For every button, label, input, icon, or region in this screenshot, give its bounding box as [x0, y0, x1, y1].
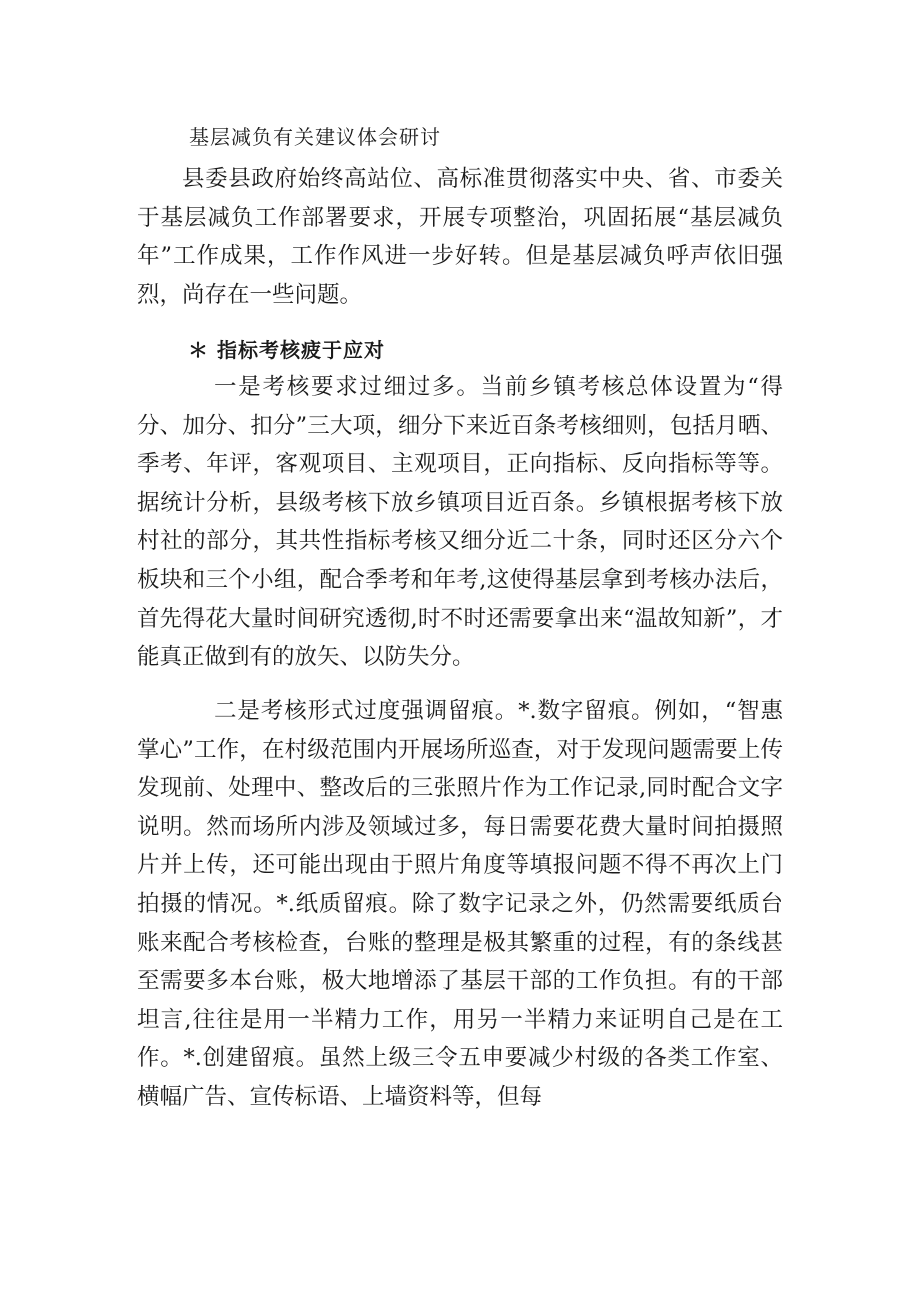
document-title: 基层减负有关建议体会研讨 — [189, 125, 441, 149]
intro-paragraph: 县委县政府始终高站位、高标准贯彻落实中央、省、市委关于基层减负工作部署要求，开展专项整治，巩固拓展“基层减负年”工作成果，工作作风进一步好转。但是基层减负呼声依旧强烈，尚存在一些问题。 — [137, 166, 783, 308]
section-heading: ＊ 指标考核疲于应对 — [188, 338, 385, 362]
paragraph-assessment-traces: 二是考核形式过度强调留痕。*.数字留痕。例如，“智惠掌心”工作，在村级范围内开展场所巡查，对于发现问题需要上传发现前、处理中、整改后的三张照片作为工作记录,同时配合文字说明。然而场所内涉及领域过多，每日需要花费大量时间拍摄照片并上传，还可能出现由于照片角度等填报问题不得不再次上门拍摄的情况。*.纸质留痕。除了数字记录之外，仍然需要纸质台账来配合考核检查，台账的整理是极其繁重的过程，有的条线甚至需要多本台账，极大地增添了基层干部的工作负担。有的干部坦言,往往是用一半精力工作，用另一半精力来证明自己是在工作。*.创建留痕。虽然上级三令五申要减少村级的各类工作室、横幅广告、宣传标语、上墙资料等，但每 — [137, 698, 783, 1110]
paragraph-assessment-details: 一是考核要求过细过多。当前乡镇考核总体设置为“得分、加分、扣分”三大项，细分下来近百条考核细则，包括月晒、季考、年评，客观项目、主观项目，正向指标、反向指标等等。据统计分析，县级考核下放乡镇项目近百条。乡镇根据考核下放村社的部分，其共性指标考核又细分近二十条，同时还区分六个板块和三个小组，配合季考和年考,这使得基层拿到考核办法后，首先得花大量时间研究透彻,时不时还需要拿出来“温故知新”，才能真正做到有的放矢、以防失分。 — [137, 374, 783, 671]
